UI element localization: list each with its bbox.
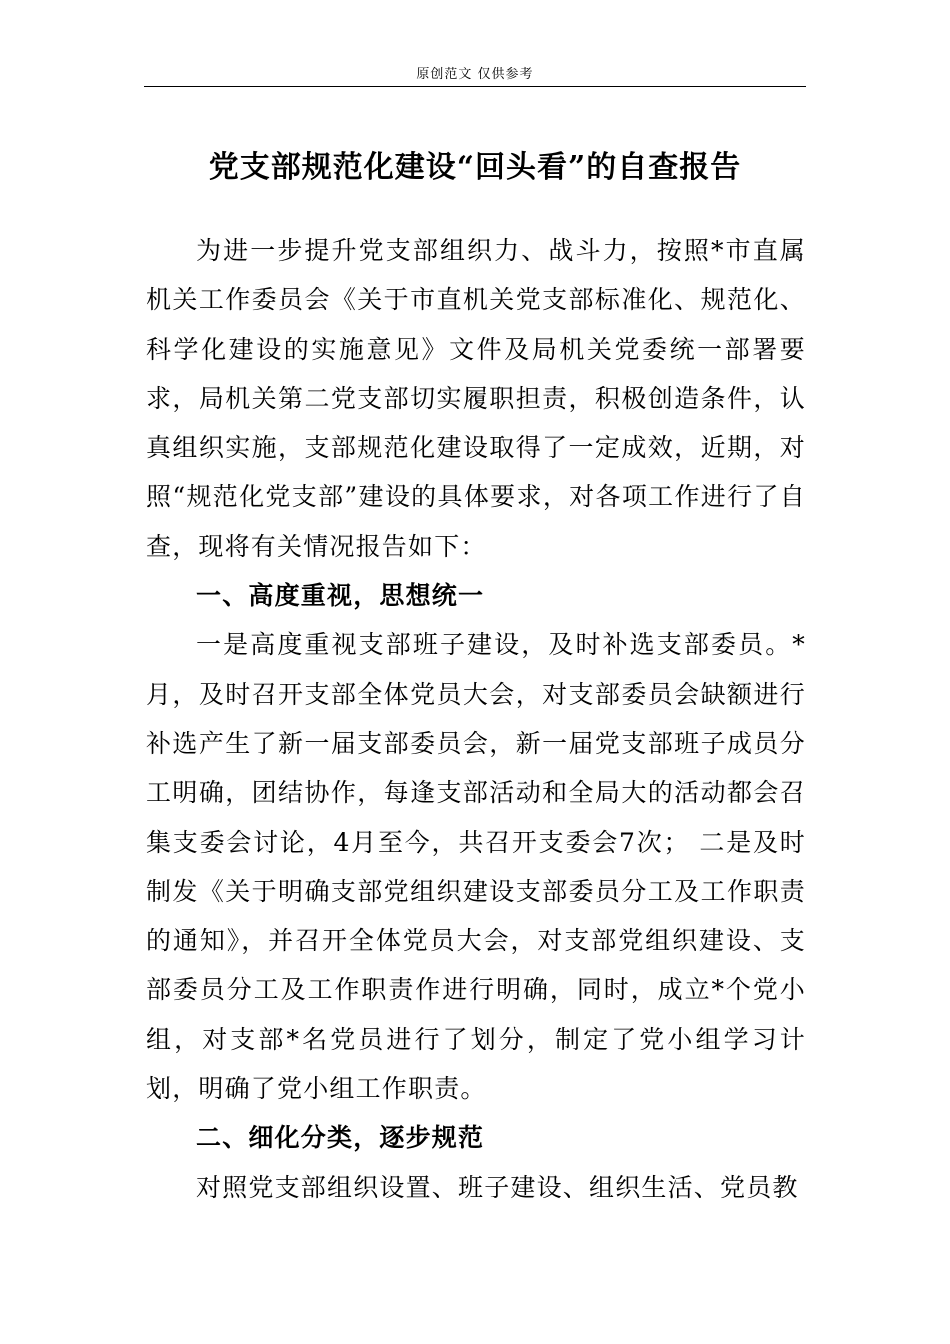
document-title: 党支部规范化建设“回头看”的自查报告 — [208, 150, 742, 186]
section-paragraph-2: 对照党支部组织设置、班子建设、组织生活、党员教 — [196, 1172, 799, 1202]
section-heading-1: 一、高度重视，思想统一 — [196, 581, 485, 611]
page-header: 原创范文 仅供参考 — [416, 67, 534, 82]
header-divider — [144, 86, 806, 87]
document-body — [146, 226, 806, 1212]
section-paragraph-1: 一是高度重视支部班子建设，及时补选支部委员。*月，及时召开支部全体党员大会，对支部委员会缺额进行补选产生了新一届支部委员会，新一届党支部班子成员分工明确，团结协作，每逢支部活动和全局大的活动都会召集支委会讨论，4月至今，共召开支委会7次； 二是及时制发《关于明确支部党组织建设支部委员分工及工作职责的通知》，并召开全体党员大会，对支部党组织建设、支部委员分工及工作职责作进行明确，同时，成立*个党小组，对支部*名党员进行了划分，制定了党小组学习计划，明确了党小组工作职责。 — [146, 630, 806, 1104]
intro-paragraph: 为进一步提升党支部组织力、战斗力，按照*市直属机关工作委员会《关于市直机关党支部标准化、规范化、科学化建设的实施意见》文件及局机关党委统一部署要求，局机关第二党支部切实履职担责，积极创造条件，认真组织实施，支部规范化建设取得了一定成效，近期，对照“规范化党支部”建设的具体要求，对各项工作进行了自查，现将有关情况报告如下： — [146, 236, 806, 561]
section-heading-2: 二、细化分类，逐步规范 — [196, 1123, 485, 1153]
